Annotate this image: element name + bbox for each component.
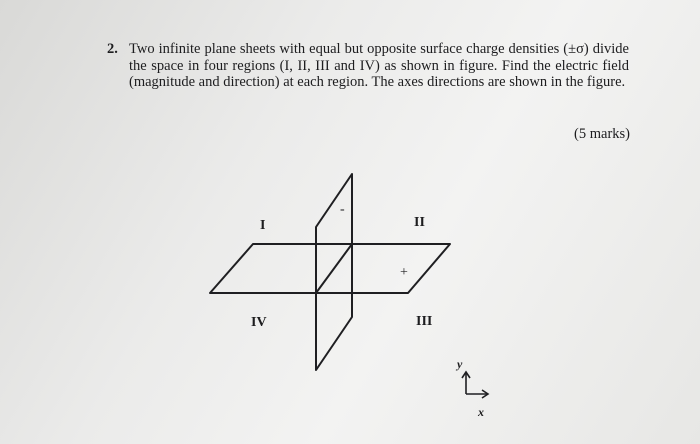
- region-label-ii: II: [414, 215, 425, 230]
- intersection-line: [316, 244, 352, 293]
- region-label-i: I: [260, 218, 266, 233]
- y-axis-label: y: [457, 357, 463, 371]
- question-text: Two infinite plane sheets with equal but opposite surface charge densities (±σ) divide the space in four regions (I, II, III and IV) as shown in figure. Find the electric field (magnitude and direction) at each region. The axes directions are shown in the figure.: [129, 41, 629, 90]
- marks-label: (5 marks): [574, 126, 630, 142]
- question-number: 2.: [107, 41, 118, 57]
- axes-indicator: [462, 372, 488, 398]
- region-label-iv: IV: [251, 315, 267, 330]
- negative-sheet-sign: -: [340, 202, 345, 217]
- x-axis-label: x: [478, 405, 484, 419]
- horizontal-sheet: [210, 244, 450, 293]
- vertical-sheet: [316, 174, 352, 370]
- region-label-iii: III: [416, 314, 433, 329]
- positive-sheet-sign: +: [400, 265, 408, 280]
